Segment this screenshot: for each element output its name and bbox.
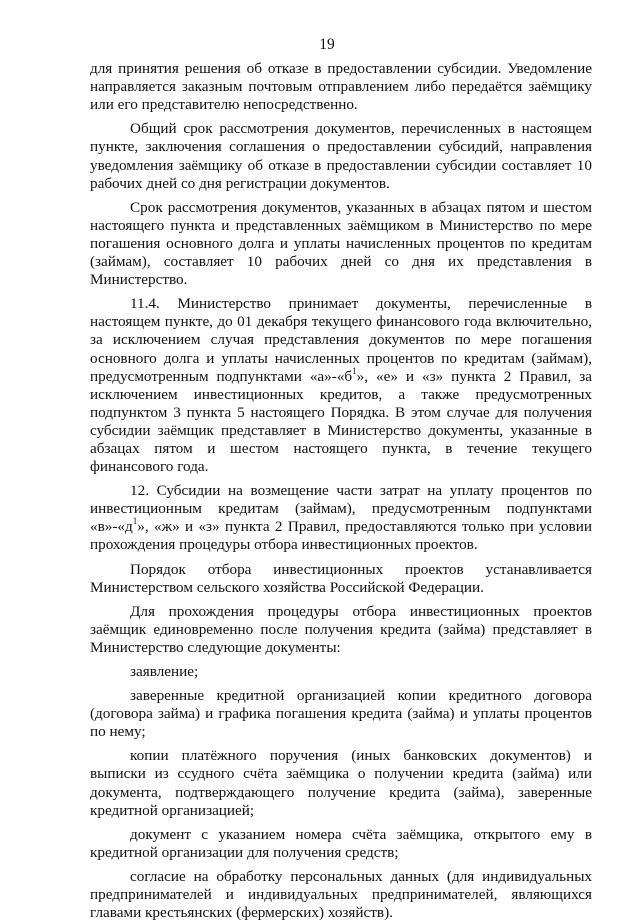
paragraph-documents-intro: Для прохождения процедуры отбора инвестиционных проектов заёмщик единовременно после получения кредита (займа) представляет в Министерство следующие документы: xyxy=(90,602,592,656)
superscript-1: 1 xyxy=(352,365,357,376)
paragraph-11-4-text-b: », «е» и «з» пункта 2 Правил, за исключением инвестиционных кредитов, а также предусмотренных подпунктом 3 пункта 5 настоящего Порядка. В этом случае для получения субсидии заёмщик представляет в Министерство документы, указанные в абзацах пятом и шестом настоящего пункта, в течение текущего финансового года. xyxy=(90,367,592,476)
superscript-1: 1 xyxy=(132,516,138,527)
paragraph-procedure: Порядок отбора инвестиционных проектов устанавливается Министерством сельского хозяйства Российской Федерации. xyxy=(90,560,592,596)
paragraph-11-4 xyxy=(90,295,592,476)
list-item-account-document: документ с указанием номера счёта заёмщика, открытого ему в кредитной организации для получения средств; xyxy=(90,825,592,861)
paragraph-1: для принятия решения об отказе в предоставлении субсидии. Уведомление направляется заказным почтовым отправлением либо передаётся заёмщику или его представителю непосредственно. xyxy=(90,60,592,114)
paragraph-11-4-text-a: 11.4. Министерство принимает документы, перечисленные в настоящем пункте, до 01 декабря текущего финансового года включительно, за исключением случая представления документов по мере погашения основного долга и уплаты начисленных процентов по кредитам (займам), предусмотренным подпунктами «а»-«б xyxy=(90,295,592,385)
list-item-payment-order: копии платёжного поручения (иных банковских документов) и выписки из ссудного счёта заёмщика о получении кредита (займа) или документа, подтверждающего получение кредита (займа), заверенные кредитной организацией; xyxy=(90,747,592,819)
list-item-application: заявление; xyxy=(130,663,199,680)
list-item-personal-data-consent: согласие на обработку персональных данных (для индивидуальных предпринимателей и индивидуальных предпринимателей, являющихся главами крестьянских (фермерских) хозяйств). xyxy=(90,867,592,922)
paragraph-3: Срок рассмотрения документов, указанных в абзацах пятом и шестом настоящего пункта и представленных заёмщиком в Министерство по мере погашения основного долга и уплаты начисленных процентов по кредитам (займам), составляет 10 рабочих дней со дня их представления в Министерство. xyxy=(90,198,592,289)
paragraph-12 xyxy=(90,482,592,554)
paragraph-2: Общий срок рассмотрения документов, перечисленных в настоящем пункте, заключения соглашения о предоставлении субсидий, направления уведомления заёмщику об отказе в предоставлении субсидии составляет 10 рабочих дней со дня регистрации документов. xyxy=(90,120,592,192)
paragraph-12-text-a: 12. Субсидии на возмещение части затрат на уплату процентов по инвестиционным кредитам (займам), предусмотренным подпунктами «в»-«д xyxy=(90,482,592,536)
paragraph-12-text-b: », «ж» и «з» пункта 2 Правил, предоставляются только при условии прохождения процедуры отбора инвестиционных проектов. xyxy=(90,518,592,554)
page-number: 19 xyxy=(319,36,335,53)
list-item-loan-agreement: заверенные кредитной организацией копии кредитного договора (договора займа) и графика погашения кредита (займа) и уплаты процентов по нему; xyxy=(90,687,592,741)
